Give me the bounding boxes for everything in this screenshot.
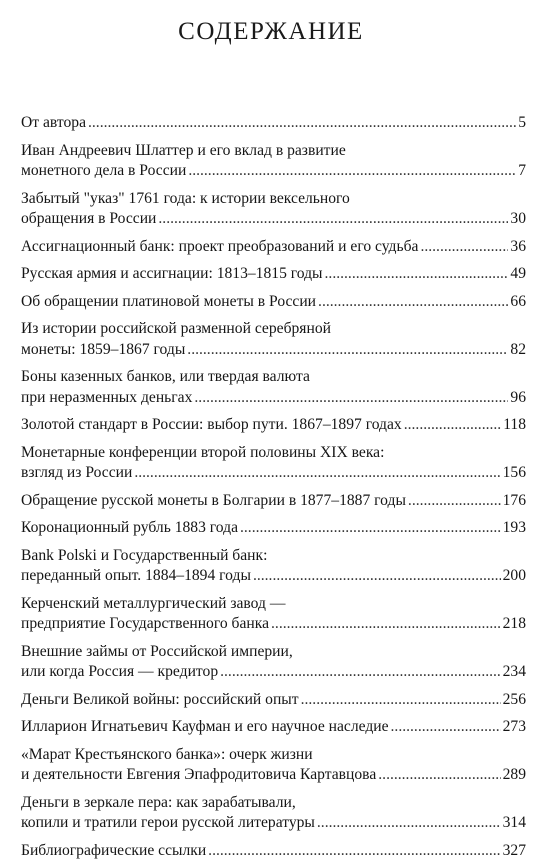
toc-entry-title-line: Золотой стандарт в России: выбор пути. 1867–1897 годах (21, 416, 402, 433)
toc-entry-page-number: 36 (510, 237, 526, 255)
dot-leader (194, 388, 508, 409)
toc-entry-title-line: при неразменных деньгах (21, 388, 193, 406)
toc-entry-last-line (21, 209, 526, 230)
toc-entry[interactable] (21, 841, 526, 862)
toc-entry-page-number: 314 (502, 814, 526, 831)
toc-entry-title-line: и деятельности Евгения Эпафродитовича Картавцова (21, 766, 377, 783)
toc-entry-title-line: Монетарные конференции второй половины XIX века: (21, 443, 385, 461)
toc-entry[interactable] (21, 745, 526, 786)
toc-entry-title-line: Bank Polski и Государственный банк: (21, 546, 268, 564)
toc-entry-page-number: 256 (502, 690, 526, 708)
dot-leader (187, 340, 508, 361)
toc-entry-page-number: 193 (502, 519, 526, 536)
toc-entry-title-line: взгляд из России (21, 464, 133, 481)
toc-entry[interactable] (21, 793, 526, 834)
toc-entry-title-line: Иван Андреевич Шлаттер и его вклад в развитие (21, 141, 346, 159)
toc-entry-title-line: Илларион Игнатьевич Кауфман и его научное наследие (21, 718, 389, 735)
toc-entry-last-line (21, 415, 526, 436)
toc-entry-last-line (21, 614, 526, 635)
toc-entry-page-number: 176 (502, 491, 526, 509)
toc-entry-page-number: 49 (510, 265, 526, 282)
toc-entry-title-line: обращения в России (21, 210, 157, 227)
toc-entry-page-number: 200 (502, 567, 526, 584)
dot-leader (188, 161, 516, 182)
dot-leader (317, 813, 501, 834)
toc-entry[interactable] (21, 319, 526, 360)
toc-entry-last-line (21, 292, 526, 313)
toc-entry-title-line: «Марат Крестьянского банка»: очерк жизни (21, 745, 313, 763)
toc-entry-title-line: Библиографические ссылки (21, 841, 207, 859)
toc-entry-title-line: монеты: 1859–1867 годы (21, 340, 186, 358)
toc-entry[interactable] (21, 189, 526, 230)
dot-leader (271, 614, 501, 635)
table-of-contents (21, 113, 526, 868)
dot-leader (134, 463, 500, 484)
toc-entry-last-line (21, 491, 526, 512)
toc-entry-last-line (21, 161, 526, 182)
toc-entry-last-line (21, 264, 526, 285)
toc-entry-title-line: Русская армия и ассигнации: 1813–1815 годы (21, 265, 323, 282)
toc-entry[interactable] (21, 518, 526, 539)
toc-entry-title-line: Забытый "указ" 1761 года: к истории вексельного (21, 189, 350, 207)
toc-entry-last-line (21, 690, 526, 711)
toc-entry[interactable] (21, 690, 526, 711)
dot-leader (158, 209, 508, 230)
toc-entry-title-line: предприятие Государственного банка (21, 615, 270, 632)
toc-entry[interactable] (21, 546, 526, 587)
toc-entry-page-number: 96 (510, 388, 526, 406)
toc-entry[interactable] (21, 113, 526, 134)
dot-leader (253, 566, 501, 587)
toc-entry-title-line: монетного дела в России (21, 162, 187, 179)
toc-entry-last-line (21, 813, 526, 834)
dot-leader (318, 292, 508, 313)
page-title: СОДЕРЖАНИЕ (178, 18, 364, 45)
toc-entry[interactable] (21, 264, 526, 285)
dot-leader (208, 841, 500, 862)
dot-leader (88, 113, 516, 134)
toc-entry[interactable] (21, 642, 526, 683)
toc-entry-title-line: Из истории российской разменной серебряной (21, 320, 331, 337)
toc-entry-last-line (21, 237, 526, 258)
toc-entry-last-line (21, 566, 526, 587)
dot-leader (240, 518, 501, 539)
toc-entry[interactable] (21, 443, 526, 484)
toc-entry-title-line: Ассигнационный банк: проект преобразований и его судьба (21, 237, 419, 255)
toc-entry-last-line (21, 841, 526, 862)
dot-leader (420, 237, 508, 258)
toc-entry-title-line: Керченский металлургический завод — (21, 594, 286, 612)
toc-entry[interactable] (21, 415, 526, 436)
toc-entry-page-number: 5 (518, 114, 526, 131)
toc-entry-last-line (21, 340, 526, 361)
toc-entry-last-line (21, 765, 526, 786)
toc-entry[interactable] (21, 292, 526, 313)
toc-entry-page-number: 156 (502, 464, 526, 481)
dot-leader (325, 264, 509, 285)
toc-entry-page-number: 234 (502, 663, 526, 680)
toc-entry-last-line (21, 388, 526, 409)
toc-entry-page-number: 289 (502, 766, 526, 783)
toc-entry-page-number: 327 (502, 841, 526, 859)
toc-entry-page-number: 273 (502, 718, 526, 735)
toc-entry-title-line: Обращение русской монеты в Болгарии в 1877–1887 годы (21, 491, 406, 509)
toc-entry-page-number: 30 (510, 210, 526, 227)
toc-entry-page-number: 7 (518, 162, 526, 179)
toc-entry-title-line: Боны казенных банков, или твердая валюта (21, 368, 310, 385)
dot-leader (301, 690, 501, 711)
dot-leader (391, 717, 501, 738)
toc-entry-page-number: 66 (510, 292, 526, 310)
toc-entry[interactable] (21, 717, 526, 738)
dot-leader (220, 662, 500, 683)
toc-entry-last-line (21, 518, 526, 539)
toc-entry-page-number: 118 (503, 416, 526, 433)
toc-entry[interactable] (21, 141, 526, 182)
toc-entry[interactable] (21, 594, 526, 635)
toc-entry-title-line: переданный опыт. 1884–1894 годы (21, 567, 251, 584)
toc-entry-title-line: Об обращении платиновой монеты в России (21, 292, 317, 310)
toc-entry-title-line: Деньги Великой войны: российский опыт (21, 690, 299, 708)
toc-entry-title-line: Внешние займы от Российской империи, (21, 642, 293, 660)
toc-entry-page-number: 82 (510, 340, 526, 358)
dot-leader (404, 415, 501, 436)
toc-entry[interactable] (21, 367, 526, 408)
toc-entry-last-line (21, 662, 526, 683)
toc-entry-last-line (21, 113, 526, 134)
toc-entry-title-line: Деньги в зеркале пера: как зарабатывали, (21, 793, 296, 811)
toc-entry-title-line: копили и тратили герои русской литературы (21, 814, 315, 831)
toc-entry-title-line: Коронационный рубль 1883 года (21, 519, 238, 536)
toc-entry-title-line: От автора (21, 114, 86, 131)
toc-entry[interactable] (21, 237, 526, 258)
toc-entry-title-line: или когда Россия — кредитор (21, 663, 219, 680)
toc-entry-page-number: 218 (502, 615, 526, 632)
toc-entry-last-line (21, 717, 526, 738)
dot-leader (408, 491, 501, 512)
toc-entry-last-line (21, 463, 526, 484)
dot-leader (378, 765, 500, 786)
toc-entry[interactable] (21, 491, 526, 512)
